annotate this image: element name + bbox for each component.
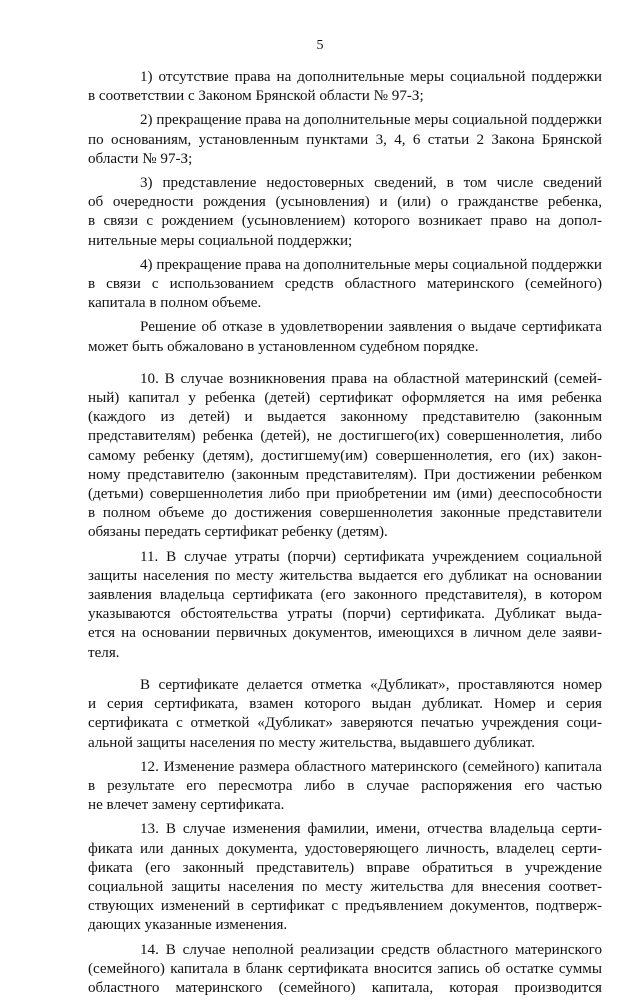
text-line: и серия сертификата, взамен которого выдан дубликат. Номер и серия: [88, 696, 602, 713]
text-line: ется на основании первичных документов, имеющихся в личном деле заяви-: [88, 625, 602, 642]
paragraph-item-1: [88, 68, 602, 106]
text-line: по основаниям, установленным пунктами 3, 4, 6 статьи 2 Закона Брянской: [88, 131, 602, 148]
text-line: 12. Изменение размера областного материнского (семейного) капитала: [140, 758, 602, 775]
paragraph-clause-10: [88, 370, 602, 543]
text-line: в связи с рождением (усыновлением) которого возникает право на допол-: [88, 213, 602, 230]
text-line: в результате его пересмотра либо в случае распоряжения его частью: [88, 777, 602, 794]
text-line: заявления владельца сертификата (его законного представителя), в котором: [88, 587, 602, 604]
text-line: ному представителю (законным представителям). При достижении ребенком: [88, 466, 602, 483]
text-line: (семейного) капитала в бланк сертификата вносится запись об остатке суммы: [88, 960, 602, 977]
text-line: защиты населения по месту жительства выдается его дубликат на основании: [88, 567, 602, 584]
text-line: В сертификате делается отметка «Дубликат», проставляются номер: [140, 676, 602, 693]
text-line: 3) представление недостоверных сведений, в том числе сведений: [140, 175, 602, 192]
text-line: социальной защиты населения по месту жительства для внесения соответ-: [88, 878, 602, 895]
paragraph-clause-12: [88, 758, 602, 816]
paragraph-item-4: [88, 256, 602, 314]
paragraph-clause-11: [88, 548, 602, 663]
text-line: дающих указанные изменения.: [88, 917, 288, 934]
paragraph-duplicate-mark: [88, 676, 602, 753]
text-line: ный) капитал у ребенка (детей) сертификат оформляется на имя ребенка: [88, 390, 602, 407]
text-line: Решение об отказе в удовлетворении заявления о выдаче сертификата: [140, 319, 602, 336]
paragraph-clause-13: [88, 820, 602, 935]
text-line: ствующих изменений в сертификат с предъявлением документов, подтверж-: [88, 898, 602, 915]
text-line: фиката или данных документа, удостоверяющего личность, владелец серти-: [88, 840, 602, 857]
paragraph-item-3: [88, 174, 602, 251]
text-line: в полном объеме до достижения совершеннолетия законные представители: [88, 505, 602, 522]
text-line: может быть обжаловано в установленном судебном порядке.: [88, 338, 479, 355]
text-line: 2) прекращение права на дополнительные меры социальной поддержки: [140, 112, 602, 129]
text-line: нительные меры социальной поддержки;: [88, 232, 353, 249]
text-line: 11. В случае утраты (порчи) сертификата учреждением социальной: [140, 548, 602, 565]
text-line: обязаны передать сертификат ребенку (детям).: [88, 524, 388, 541]
text-line: об очередности рождения (усыновления) и (или) о гражданстве ребенка,: [88, 194, 602, 211]
text-line: областного материнского (семейного) капитала, которая производится: [88, 979, 602, 996]
document-body: [88, 68, 602, 1003]
text-line: (каждого из детей) и выдается законному представителю (законным: [88, 409, 602, 426]
text-line: теля.: [88, 644, 120, 661]
text-line: указываются обстоятельства утраты (порчи) сертификата. Дубликат выда-: [88, 606, 602, 623]
paragraph-clause-14: [88, 941, 602, 999]
text-line: 14. В случае неполной реализации средств областного материнского: [140, 941, 602, 958]
paragraph-item-2: [88, 111, 602, 169]
text-line: 10. В случае возникновения права на областной материнский (семей-: [140, 370, 602, 387]
text-line: в соответствии с Законом Брянской области № 97-З;: [88, 88, 424, 105]
text-line: 1) отсутствие права на дополнительные меры социальной поддержки: [140, 69, 602, 85]
text-line: 4) прекращение права на дополнительные меры социальной поддержки: [140, 256, 602, 273]
text-line: представителям) ребенка (детей), не достигшего(их) совершеннолетия, либо: [88, 428, 602, 445]
text-line: фиката (его законный представитель) вправе обратиться в учреждение: [88, 859, 602, 876]
text-line: области № 97-З;: [88, 150, 193, 167]
page-number: 5: [316, 38, 324, 53]
text-line: сертификата с отметкой «Дубликат» заверяются печатью учреждения соци-: [88, 715, 602, 732]
text-line: не влечет замену сертификата.: [88, 797, 285, 814]
text-line: (детьми) совершеннолетия либо при приобретении им (ими) дееспособности: [88, 486, 602, 503]
text-line: 13. В случае изменения фамилии, имени, отчества владельца серти-: [140, 821, 602, 838]
text-line: альной защиты населения по месту жительства, выдавшего дубликат.: [88, 734, 536, 751]
paragraph-appeal: [88, 318, 602, 356]
text-line: капитала в полном объеме.: [88, 295, 262, 312]
text-line: в связи с использованием средств областного материнского (семейного): [88, 276, 602, 293]
text-line: самому ребенку (детям), достигшему(им) совершеннолетия, его (их) закон-: [88, 447, 602, 464]
